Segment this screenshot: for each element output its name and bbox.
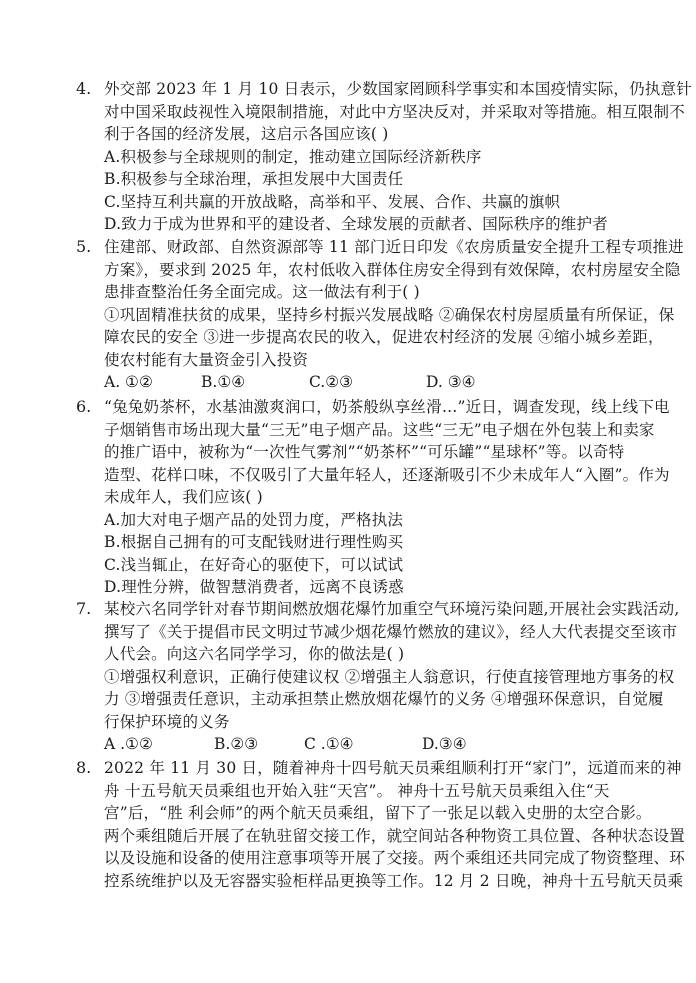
question-stem-line: 对中国采取歧视性入境限制措施，对此中方坚决反对，并采取对等措施。相互限制不 bbox=[104, 102, 685, 121]
question-number: 5. bbox=[76, 237, 92, 256]
option-c: C.坚持互利共赢的开放战略，高举和平、发展、合作、共赢的旗帜 bbox=[104, 192, 561, 211]
question-stem-line: 舟 十五号航天员乘组也开始入驻“天宫”。 神舟十五号航天员乘组入住“天 bbox=[104, 781, 610, 800]
question-stem-line: 两个乘组随后开展了在轨驻留交接工作，就空间站各种物资工具位置、各种状态设置 bbox=[104, 826, 685, 845]
question-number: 6. bbox=[76, 397, 92, 416]
option-a: A.加大对电子烟产品的处罚力度，严格执法 bbox=[104, 510, 404, 529]
option-a: A. ①② bbox=[104, 373, 153, 391]
question-stem-line: 宫”后，“胜 利会师”的两个航天员乘组，留下了一张足以载入史册的太空合影。 bbox=[104, 804, 652, 822]
statement-line: 障农民的安全 ③进一步提高农民的收入，促进农村经济的发展 ④缩小城乡差距， bbox=[104, 328, 664, 346]
question-stem-line: 人代会。向这六名同学学习，你的做法是( ) bbox=[104, 645, 405, 663]
option-b: B.①④ bbox=[201, 373, 246, 391]
question-number: 8. bbox=[76, 758, 92, 777]
question-number: 4. bbox=[76, 79, 92, 98]
question-stem-line: 未成年人，我们应该( ) bbox=[104, 488, 263, 506]
statement-line: ①巩固精准扶贫的成果，坚持乡村振兴发展战略 ②确保农村房屋质量有所保证，保 bbox=[104, 305, 675, 324]
option-d: D.致力于成为世界和平的建设者、全球发展的贡献者、国际秩序的维护者 bbox=[104, 215, 608, 233]
option-b: B.②③ bbox=[214, 735, 259, 753]
question-body bbox=[104, 757, 685, 892]
question-body bbox=[104, 598, 680, 756]
question-stem-line: 方案》，要求到 2025 年，农村低收入群体住房安全得到有效保障，农村房屋安全隐 bbox=[104, 260, 681, 279]
options-row bbox=[104, 733, 650, 756]
question-stem-line: 的推广语中，被称为“一次性气雾剂”“奶茶杯”“可乐罐”“星球杯”等。以奇特 bbox=[104, 443, 625, 461]
option-c: C.②③ bbox=[309, 373, 354, 391]
option-d: D. ③④ bbox=[426, 373, 476, 391]
question-stem-line: 某校六名同学针对春节期间燃放烟花爆竹加重空气环境污染问题,开展社会实践活动, bbox=[104, 600, 680, 618]
question-number: 7. bbox=[76, 599, 92, 618]
option-c: C.浅当辄止，在好奇心的驱使下，可以试试 bbox=[104, 555, 404, 574]
question-stem-line: 患排查整治任务全面完成。这一做法有利于( ) bbox=[104, 283, 420, 301]
option-a: A.积极参与全球规则的制定，推动建立国际经济新秩序 bbox=[104, 147, 482, 166]
question-body bbox=[104, 236, 684, 394]
option-b: B.积极参与全球治理，承担发展中大国责任 bbox=[104, 170, 404, 188]
question-stem-line: 造型、花样口味，不仅吸引了大量年轻人，还逐渐吸引不少未成年人“入圈”。作为 bbox=[104, 465, 670, 484]
question-stem-line: 撰写了《关于提倡市民文明过节减少烟花爆竹燃放的建议》，经人大代表提交至该市 bbox=[104, 622, 678, 641]
question-body bbox=[104, 396, 670, 599]
question-stem-line: 以及设施和设备的使用注意事项等开展了交接。两个乘组还共同完成了物资整理、环 bbox=[104, 849, 685, 867]
option-a: A .①② bbox=[104, 735, 153, 753]
question-body bbox=[104, 78, 692, 236]
option-d: D.③④ bbox=[422, 735, 467, 753]
question-stem-line: 2022 年 11 月 30 日，随着神舟十四号航天员乘组顺利打开“家门”，远道而来的神 bbox=[104, 759, 682, 777]
option-b: B.根据自己拥有的可支配钱财进行理性购买 bbox=[104, 533, 404, 551]
statement-line: 使农村能有大量资金引入投资 bbox=[104, 350, 309, 369]
statement-line: ①增强权利意识，正确行使建议权 ②增强主人翁意识，行使直接管理地方事务的权 bbox=[104, 667, 675, 686]
question-stem-line: 子烟销售市场出现大量“三无”电子烟产品。这些“三无”电子烟在外包装上和卖家 bbox=[104, 420, 655, 439]
options-row bbox=[104, 371, 650, 394]
question-stem-line: 住建部、财政部、自然资源部等 11 部门近日印发《农房质量安全提升工程专项推进 bbox=[104, 238, 684, 256]
option-d: D.理性分辨，做智慧消费者，远离不良诱惑 bbox=[104, 578, 404, 596]
question-stem-line: “兔兔奶茶杯，水基油激爽润口，奶茶般纵享丝滑…”近日，调查发现，线上线下电 bbox=[104, 398, 670, 416]
question-stem-line: 控系统维护以及无容器实验柜样品更换等工作。12 月 2 日晚，神舟十五号航天员乘 bbox=[104, 871, 684, 890]
statement-line: 力 ③增强责任意识，主动承担禁止燃放烟花爆竹的义务 ④增强环保意识，自觉履 bbox=[104, 690, 664, 708]
question-stem-line: 利于各国的经济发展，这启示各国应该( ) bbox=[104, 125, 389, 143]
question-stem-line: 外交部 2023 年 1 月 10 日表示，少数国家罔顾科学事实和本国疫情实际，仍执意针 bbox=[104, 80, 692, 98]
option-c: C .①④ bbox=[304, 735, 354, 753]
statement-line: 行保护环境的义务 bbox=[104, 712, 230, 731]
